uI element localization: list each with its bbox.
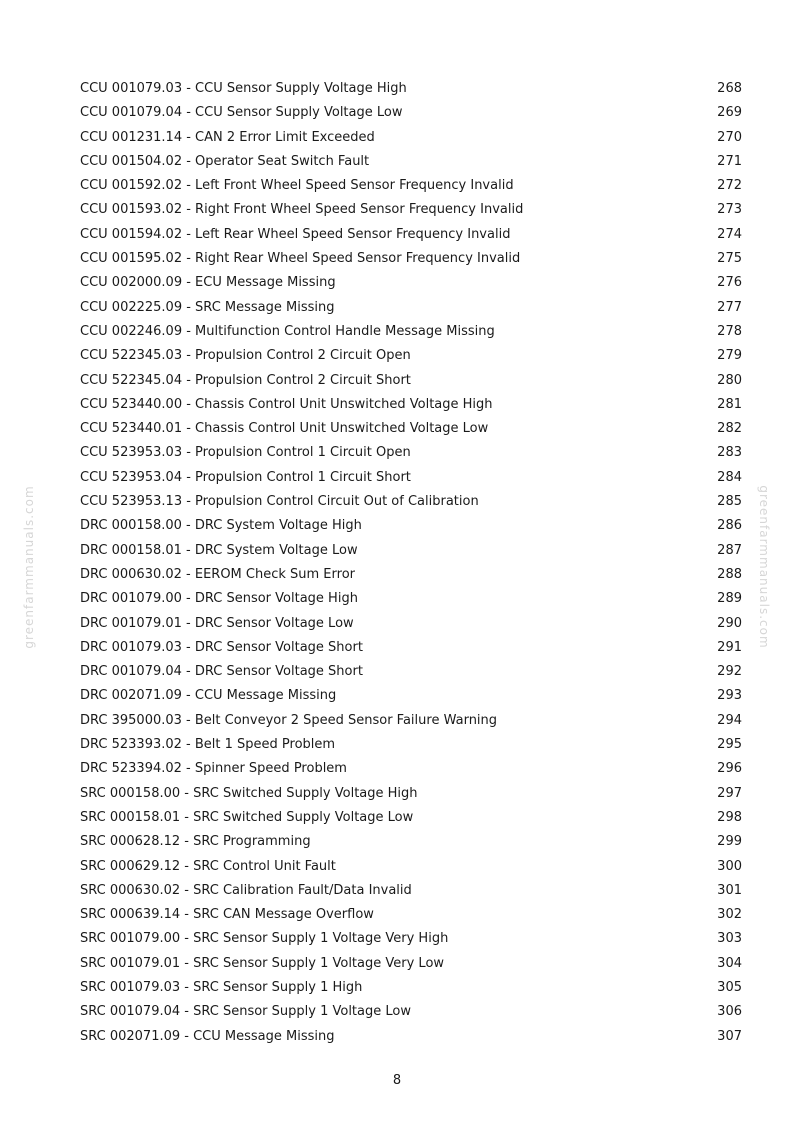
toc-entry[interactable] bbox=[80, 612, 742, 636]
toc-entry[interactable] bbox=[80, 320, 742, 344]
toc-entry[interactable] bbox=[80, 296, 742, 320]
toc-entry-title: SRC 000639.14 - SRC CAN Message Overflow bbox=[80, 907, 374, 923]
toc-entry[interactable] bbox=[80, 271, 742, 295]
toc-entry-title: DRC 000630.02 - EEROM Check Sum Error bbox=[80, 566, 355, 582]
toc-entry-title: CCU 522345.03 - Propulsion Control 2 Circuit Open bbox=[80, 348, 411, 364]
toc-entry-page-number: 297 bbox=[717, 785, 742, 801]
toc-entry-title: CCU 001592.02 - Left Front Wheel Speed Sensor Frequency Invalid bbox=[80, 178, 514, 194]
toc-entry-page-number: 278 bbox=[717, 323, 742, 339]
toc-entry-title: CCU 523953.13 - Propulsion Control Circuit Out of Calibration bbox=[80, 494, 479, 510]
toc-entry[interactable] bbox=[80, 247, 742, 271]
toc-entry-title: DRC 001079.03 - DRC Sensor Voltage Short bbox=[80, 639, 363, 655]
toc-entry[interactable] bbox=[80, 879, 742, 903]
toc-entry-page-number: 299 bbox=[717, 834, 742, 850]
toc-entry[interactable] bbox=[80, 757, 742, 781]
toc-entry[interactable] bbox=[80, 417, 742, 441]
toc-entry-page-number: 286 bbox=[717, 518, 742, 534]
toc-entry[interactable] bbox=[80, 563, 742, 587]
toc-entry-title: DRC 001079.00 - DRC Sensor Voltage High bbox=[80, 591, 358, 607]
toc-entry-page-number: 274 bbox=[717, 226, 742, 242]
toc-entry[interactable] bbox=[80, 369, 742, 393]
toc-entry[interactable] bbox=[80, 150, 742, 174]
toc-entry-page-number: 276 bbox=[717, 275, 742, 291]
toc-entry-title: CCU 523440.01 - Chassis Control Unit Unswitched Voltage Low bbox=[80, 421, 489, 437]
toc-entry[interactable] bbox=[80, 684, 742, 708]
toc-entry-page-number: 277 bbox=[717, 299, 742, 315]
toc-entry[interactable] bbox=[80, 1000, 742, 1024]
toc-entry[interactable] bbox=[80, 514, 742, 538]
toc-entry-title: CCU 001594.02 - Left Rear Wheel Speed Sensor Frequency Invalid bbox=[80, 226, 511, 242]
toc-entry-page-number: 284 bbox=[717, 469, 742, 485]
toc-entry[interactable] bbox=[80, 636, 742, 660]
toc-entry-title: DRC 001079.01 - DRC Sensor Voltage Low bbox=[80, 615, 354, 631]
toc-entry-title: DRC 000158.01 - DRC System Voltage Low bbox=[80, 542, 358, 558]
toc-entry-page-number: 303 bbox=[717, 931, 742, 947]
toc-entry-title: CCU 522345.04 - Propulsion Control 2 Circuit Short bbox=[80, 372, 411, 388]
toc-entry-page-number: 292 bbox=[717, 664, 742, 680]
toc-entry-page-number: 269 bbox=[717, 105, 742, 121]
toc-entry-title: SRC 000158.00 - SRC Switched Supply Voltage High bbox=[80, 785, 418, 801]
toc-entry-title: CCU 523440.00 - Chassis Control Unit Unswitched Voltage High bbox=[80, 396, 493, 412]
toc-entry[interactable] bbox=[80, 126, 742, 150]
toc-entry-page-number: 285 bbox=[717, 494, 742, 510]
toc-entry-title: SRC 001079.04 - SRC Sensor Supply 1 Voltage Low bbox=[80, 1004, 411, 1020]
toc-entry-page-number: 280 bbox=[717, 372, 742, 388]
toc-entry-title: SRC 000628.12 - SRC Programming bbox=[80, 834, 311, 850]
toc-entry[interactable] bbox=[80, 830, 742, 854]
toc-entry-title: SRC 001079.01 - SRC Sensor Supply 1 Voltage Very Low bbox=[80, 955, 445, 971]
toc-entry[interactable] bbox=[80, 1025, 742, 1049]
toc-entry-title: CCU 001079.03 - CCU Sensor Supply Voltage High bbox=[80, 81, 407, 96]
toc-entry-page-number: 272 bbox=[717, 178, 742, 194]
toc-entry[interactable] bbox=[80, 903, 742, 927]
toc-entry-page-number: 281 bbox=[717, 396, 742, 412]
toc-entry-page-number: 293 bbox=[717, 688, 742, 704]
toc-entry[interactable] bbox=[80, 539, 742, 563]
toc-entry-title: DRC 002071.09 - CCU Message Missing bbox=[80, 688, 337, 704]
toc-entry-page-number: 305 bbox=[717, 979, 742, 995]
toc-entry-title: CCU 523953.04 - Propulsion Control 1 Circuit Short bbox=[80, 469, 411, 485]
toc-entry-title: DRC 001079.04 - DRC Sensor Voltage Short bbox=[80, 664, 363, 680]
toc-entry-page-number: 289 bbox=[717, 591, 742, 607]
toc-entry-page-number: 294 bbox=[717, 712, 742, 728]
toc-entry-title: CCU 001079.04 - CCU Sensor Supply Voltage Low bbox=[80, 105, 403, 121]
toc-entry-page-number: 298 bbox=[717, 809, 742, 825]
toc-entry[interactable] bbox=[80, 806, 742, 830]
toc-entry-title: DRC 000158.00 - DRC System Voltage High bbox=[80, 518, 362, 534]
toc-entry-page-number: 306 bbox=[717, 1004, 742, 1020]
toc-entry-page-number: 296 bbox=[717, 761, 742, 777]
toc-entry-title: CCU 002225.09 - SRC Message Missing bbox=[80, 299, 335, 315]
toc-entry[interactable] bbox=[80, 587, 742, 611]
toc-entry[interactable] bbox=[80, 344, 742, 368]
toc-entry-page-number: 273 bbox=[717, 202, 742, 218]
toc-entry-title: SRC 002071.09 - CCU Message Missing bbox=[80, 1028, 335, 1044]
toc-entry-title: SRC 001079.00 - SRC Sensor Supply 1 Voltage Very High bbox=[80, 931, 449, 947]
toc-entry-page-number: 295 bbox=[717, 737, 742, 753]
toc-entry-page-number: 282 bbox=[717, 421, 742, 437]
toc-entry[interactable] bbox=[80, 198, 742, 222]
toc-entry-page-number: 290 bbox=[717, 615, 742, 631]
toc-entry-page-number: 275 bbox=[717, 251, 742, 267]
toc-entry-title: CCU 002246.09 - Multifunction Control Handle Message Missing bbox=[80, 323, 495, 339]
toc-entry[interactable] bbox=[80, 782, 742, 806]
toc-entry[interactable] bbox=[80, 733, 742, 757]
toc-entry-page-number: 268 bbox=[717, 81, 742, 96]
toc-entry-title: SRC 000158.01 - SRC Switched Supply Voltage Low bbox=[80, 809, 414, 825]
toc-entry-title: SRC 001079.03 - SRC Sensor Supply 1 High bbox=[80, 979, 363, 995]
toc-entry[interactable] bbox=[80, 77, 742, 101]
toc-entry-title: CCU 001504.02 - Operator Seat Switch Fault bbox=[80, 153, 370, 169]
toc-entry-title: SRC 000629.12 - SRC Control Unit Fault bbox=[80, 858, 336, 874]
toc-entry-page-number: 279 bbox=[717, 348, 742, 364]
toc-entry-title: CCU 001231.14 - CAN 2 Error Limit Exceeded bbox=[80, 129, 375, 145]
toc-entry-page-number: 288 bbox=[717, 566, 742, 582]
toc-entry[interactable] bbox=[80, 223, 742, 247]
toc-entry[interactable] bbox=[80, 952, 742, 976]
toc-entry[interactable] bbox=[80, 466, 742, 490]
table-of-contents bbox=[80, 77, 742, 1049]
page-number: 8 bbox=[392, 1073, 402, 1088]
toc-entry[interactable] bbox=[80, 660, 742, 684]
toc-entry-title: SRC 000630.02 - SRC Calibration Fault/Data Invalid bbox=[80, 882, 412, 898]
toc-entry-title: CCU 001593.02 - Right Front Wheel Speed Sensor Frequency Invalid bbox=[80, 202, 524, 218]
toc-entry[interactable] bbox=[80, 709, 742, 733]
toc-entry-page-number: 291 bbox=[717, 639, 742, 655]
toc-entry-title: DRC 395000.03 - Belt Conveyor 2 Speed Sensor Failure Warning bbox=[80, 712, 498, 728]
toc-entry-title: DRC 523394.02 - Spinner Speed Problem bbox=[80, 761, 347, 777]
toc-entry-page-number: 301 bbox=[717, 882, 742, 898]
watermark-right: greenfarmmanuals.com bbox=[757, 485, 771, 649]
toc-entry-page-number: 304 bbox=[717, 955, 742, 971]
toc-entry-page-number: 302 bbox=[717, 907, 742, 923]
toc-entry[interactable] bbox=[80, 927, 742, 951]
toc-entry[interactable] bbox=[80, 441, 742, 465]
toc-entry-title: DRC 523393.02 - Belt 1 Speed Problem bbox=[80, 737, 336, 753]
toc-entry[interactable] bbox=[80, 101, 742, 125]
toc-entry[interactable] bbox=[80, 393, 742, 417]
toc-entry[interactable] bbox=[80, 976, 742, 1000]
toc-entry-page-number: 270 bbox=[717, 129, 742, 145]
toc-entry[interactable] bbox=[80, 490, 742, 514]
toc-entry-title: CCU 001595.02 - Right Rear Wheel Speed Sensor Frequency Invalid bbox=[80, 251, 521, 267]
toc-entry-page-number: 271 bbox=[717, 153, 742, 169]
toc-entry-page-number: 307 bbox=[717, 1028, 742, 1044]
toc-entry-title: CCU 002000.09 - ECU Message Missing bbox=[80, 275, 336, 291]
watermark-left: greenfarmmanuals.com bbox=[22, 485, 36, 649]
toc-entry[interactable] bbox=[80, 855, 742, 879]
toc-entry-page-number: 287 bbox=[717, 542, 742, 558]
toc-entry-title: CCU 523953.03 - Propulsion Control 1 Circuit Open bbox=[80, 445, 411, 461]
toc-entry[interactable] bbox=[80, 174, 742, 198]
toc-entry-page-number: 300 bbox=[717, 858, 742, 874]
toc-entry-page-number: 283 bbox=[717, 445, 742, 461]
